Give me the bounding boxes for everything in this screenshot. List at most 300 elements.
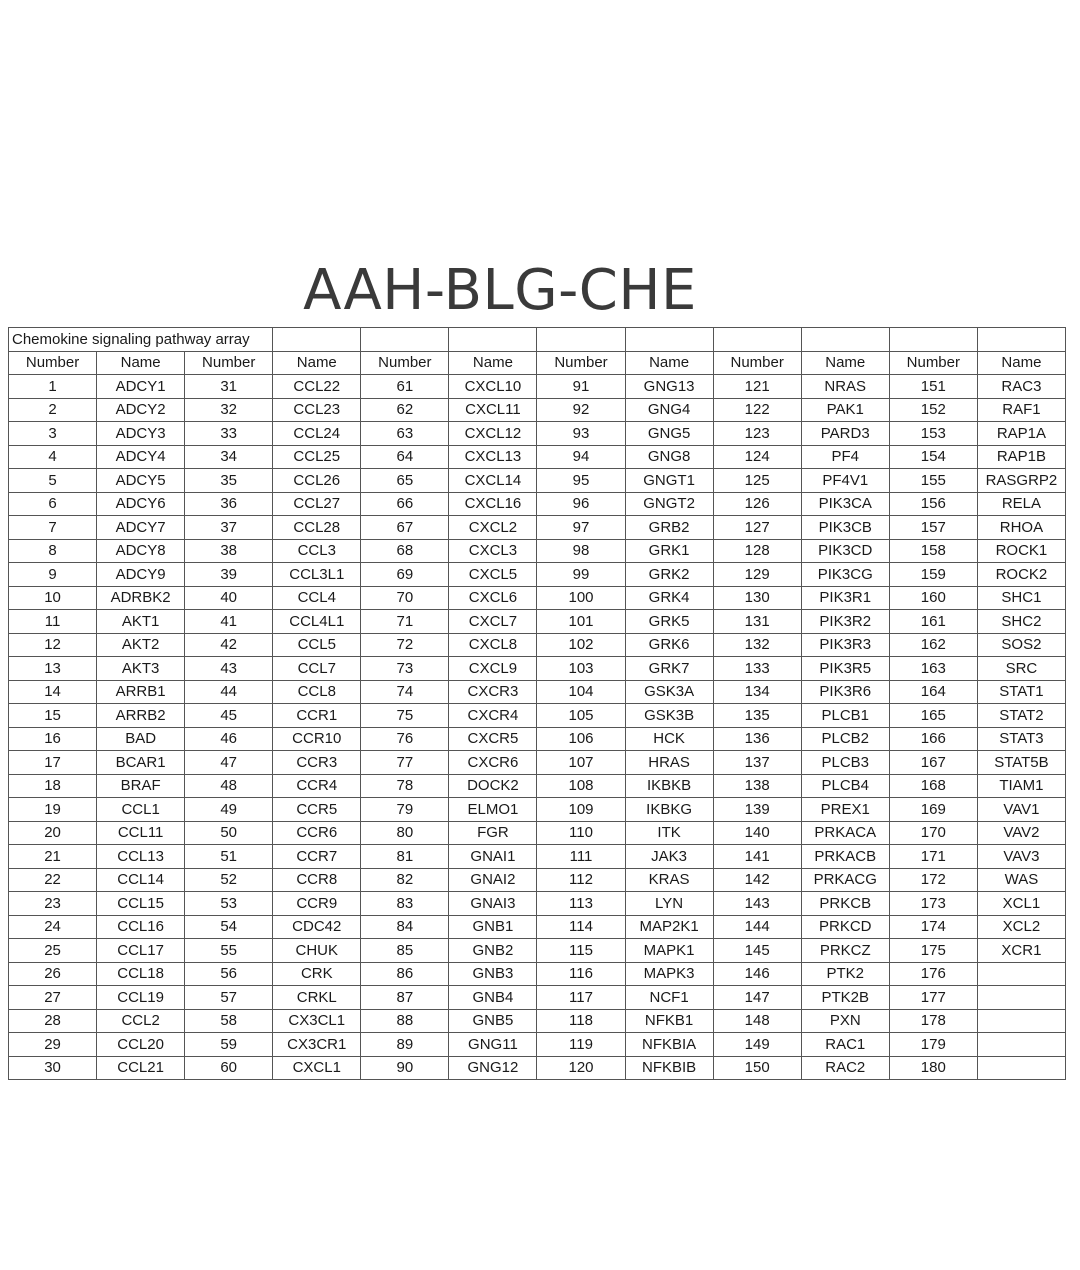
number-cell: 23: [9, 892, 97, 916]
gene-name-cell: PIK3CD: [801, 539, 889, 563]
name-column-header: Name: [625, 351, 713, 375]
gene-name-cell: CCL21: [97, 1056, 185, 1080]
gene-name-cell: MAPK3: [625, 962, 713, 986]
gene-name-cell: GSK3A: [625, 680, 713, 704]
number-cell: 87: [361, 986, 449, 1010]
gene-name-cell: CXCL1: [273, 1056, 361, 1080]
gene-name-cell: CX3CL1: [273, 1009, 361, 1033]
gene-name-cell: PXN: [801, 1009, 889, 1033]
gene-name-cell: PRKCB: [801, 892, 889, 916]
gene-name-cell: MAPK1: [625, 939, 713, 963]
number-cell: 93: [537, 422, 625, 446]
number-cell: 15: [9, 704, 97, 728]
gene-name-cell: GNG4: [625, 398, 713, 422]
number-cell: 27: [9, 986, 97, 1010]
number-cell: 70: [361, 586, 449, 610]
table-row: [9, 727, 1066, 751]
number-cell: 100: [537, 586, 625, 610]
number-cell: 165: [889, 704, 977, 728]
number-column-header: Number: [9, 351, 97, 375]
gene-name-cell: ADCY8: [97, 539, 185, 563]
gene-name-cell: CCL3: [273, 539, 361, 563]
number-cell: 9: [9, 563, 97, 587]
gene-name-cell: [977, 1009, 1065, 1033]
table-row: [9, 939, 1066, 963]
gene-name-cell: GNAI1: [449, 845, 537, 869]
gene-name-cell: CCL28: [273, 516, 361, 540]
table-row: [9, 1033, 1066, 1057]
number-cell: 106: [537, 727, 625, 751]
number-cell: 111: [537, 845, 625, 869]
table-row: [9, 868, 1066, 892]
gene-name-cell: CCL11: [97, 821, 185, 845]
number-cell: 52: [185, 868, 273, 892]
number-cell: 157: [889, 516, 977, 540]
number-cell: 83: [361, 892, 449, 916]
number-cell: 97: [537, 516, 625, 540]
number-cell: 40: [185, 586, 273, 610]
number-cell: 59: [185, 1033, 273, 1057]
gene-name-cell: CXCL11: [449, 398, 537, 422]
number-cell: 61: [361, 375, 449, 399]
table-row: [9, 445, 1066, 469]
gene-name-cell: CCL3L1: [273, 563, 361, 587]
gene-name-cell: CXCR6: [449, 751, 537, 775]
gene-name-cell: CCL8: [273, 680, 361, 704]
number-cell: 47: [185, 751, 273, 775]
number-cell: 107: [537, 751, 625, 775]
number-cell: 178: [889, 1009, 977, 1033]
table-row: [9, 1056, 1066, 1080]
number-cell: 77: [361, 751, 449, 775]
number-cell: 33: [185, 422, 273, 446]
gene-name-cell: ROCK2: [977, 563, 1065, 587]
gene-name-cell: CCL7: [273, 657, 361, 681]
number-cell: 5: [9, 469, 97, 493]
number-cell: 76: [361, 727, 449, 751]
gene-name-cell: CXCL7: [449, 610, 537, 634]
empty-cell: [977, 328, 1065, 352]
gene-name-cell: WAS: [977, 868, 1065, 892]
number-cell: 175: [889, 939, 977, 963]
gene-name-cell: PRKCD: [801, 915, 889, 939]
gene-name-cell: CCR7: [273, 845, 361, 869]
number-cell: 139: [713, 798, 801, 822]
number-cell: 3: [9, 422, 97, 446]
number-cell: 151: [889, 375, 977, 399]
number-cell: 177: [889, 986, 977, 1010]
number-cell: 30: [9, 1056, 97, 1080]
number-cell: 51: [185, 845, 273, 869]
gene-name-cell: PAK1: [801, 398, 889, 422]
number-cell: 115: [537, 939, 625, 963]
header-row: [9, 351, 1066, 375]
table-row: [9, 892, 1066, 916]
number-cell: 94: [537, 445, 625, 469]
name-column-header: Name: [449, 351, 537, 375]
gene-name-cell: CXCR4: [449, 704, 537, 728]
number-cell: 176: [889, 962, 977, 986]
gene-name-cell: HCK: [625, 727, 713, 751]
gene-name-cell: IKBKB: [625, 774, 713, 798]
gene-name-cell: NCF1: [625, 986, 713, 1010]
number-cell: 128: [713, 539, 801, 563]
number-cell: 44: [185, 680, 273, 704]
gene-name-cell: CXCL6: [449, 586, 537, 610]
gene-name-cell: SRC: [977, 657, 1065, 681]
gene-name-cell: CDC42: [273, 915, 361, 939]
number-cell: 69: [361, 563, 449, 587]
number-cell: 29: [9, 1033, 97, 1057]
gene-name-cell: CXCL2: [449, 516, 537, 540]
number-cell: 102: [537, 633, 625, 657]
number-column-header: Number: [713, 351, 801, 375]
name-column-header: Name: [97, 351, 185, 375]
gene-name-cell: GRK5: [625, 610, 713, 634]
number-column-header: Number: [537, 351, 625, 375]
gene-name-cell: PARD3: [801, 422, 889, 446]
gene-name-cell: FGR: [449, 821, 537, 845]
number-cell: 2: [9, 398, 97, 422]
gene-name-cell: CCL25: [273, 445, 361, 469]
number-cell: 16: [9, 727, 97, 751]
gene-name-cell: RAP1B: [977, 445, 1065, 469]
number-cell: 125: [713, 469, 801, 493]
gene-name-cell: GRK7: [625, 657, 713, 681]
gene-name-cell: GNB1: [449, 915, 537, 939]
number-cell: 145: [713, 939, 801, 963]
table-row: [9, 516, 1066, 540]
number-cell: 113: [537, 892, 625, 916]
number-cell: 81: [361, 845, 449, 869]
gene-name-cell: CCL27: [273, 492, 361, 516]
gene-name-cell: PTK2: [801, 962, 889, 986]
table-row: [9, 375, 1066, 399]
gene-name-cell: CCL22: [273, 375, 361, 399]
gene-name-cell: ADCY6: [97, 492, 185, 516]
gene-name-cell: DOCK2: [449, 774, 537, 798]
gene-name-cell: PF4V1: [801, 469, 889, 493]
gene-name-cell: KRAS: [625, 868, 713, 892]
number-cell: 169: [889, 798, 977, 822]
number-cell: 41: [185, 610, 273, 634]
number-cell: 104: [537, 680, 625, 704]
gene-name-cell: ADCY3: [97, 422, 185, 446]
name-column-header: Name: [801, 351, 889, 375]
number-cell: 19: [9, 798, 97, 822]
number-cell: 148: [713, 1009, 801, 1033]
number-cell: 158: [889, 539, 977, 563]
gene-name-cell: CCR3: [273, 751, 361, 775]
empty-cell: [361, 328, 449, 352]
gene-name-cell: CCL20: [97, 1033, 185, 1057]
number-cell: 46: [185, 727, 273, 751]
gene-name-cell: HRAS: [625, 751, 713, 775]
gene-name-cell: STAT1: [977, 680, 1065, 704]
number-cell: 78: [361, 774, 449, 798]
number-cell: 172: [889, 868, 977, 892]
empty-cell: [273, 328, 361, 352]
gene-name-cell: GRK1: [625, 539, 713, 563]
number-cell: 68: [361, 539, 449, 563]
number-cell: 141: [713, 845, 801, 869]
gene-name-cell: CXCL14: [449, 469, 537, 493]
number-cell: 85: [361, 939, 449, 963]
number-cell: 25: [9, 939, 97, 963]
number-cell: 135: [713, 704, 801, 728]
gene-name-cell: ELMO1: [449, 798, 537, 822]
number-cell: 110: [537, 821, 625, 845]
number-cell: 160: [889, 586, 977, 610]
gene-name-cell: ADCY2: [97, 398, 185, 422]
number-column-header: Number: [185, 351, 273, 375]
caption-row: [9, 328, 1066, 352]
number-cell: 162: [889, 633, 977, 657]
gene-name-cell: PIK3R3: [801, 633, 889, 657]
gene-name-cell: GRK4: [625, 586, 713, 610]
number-cell: 117: [537, 986, 625, 1010]
number-cell: 124: [713, 445, 801, 469]
number-cell: 26: [9, 962, 97, 986]
number-cell: 45: [185, 704, 273, 728]
number-cell: 116: [537, 962, 625, 986]
table-row: [9, 704, 1066, 728]
number-cell: 73: [361, 657, 449, 681]
gene-name-cell: NFKB1: [625, 1009, 713, 1033]
number-cell: 17: [9, 751, 97, 775]
number-cell: 63: [361, 422, 449, 446]
gene-name-cell: CHUK: [273, 939, 361, 963]
gene-name-cell: PIK3R2: [801, 610, 889, 634]
gene-name-cell: CCL14: [97, 868, 185, 892]
number-cell: 164: [889, 680, 977, 704]
gene-name-cell: CCR6: [273, 821, 361, 845]
table-row: [9, 915, 1066, 939]
number-cell: 132: [713, 633, 801, 657]
gene-name-cell: CCR9: [273, 892, 361, 916]
table-row: [9, 751, 1066, 775]
gene-name-cell: CCL15: [97, 892, 185, 916]
gene-name-cell: NFKBIA: [625, 1033, 713, 1057]
gene-name-cell: GNG13: [625, 375, 713, 399]
gene-name-cell: GNB2: [449, 939, 537, 963]
gene-name-cell: PRKACA: [801, 821, 889, 845]
gene-name-cell: SOS2: [977, 633, 1065, 657]
empty-cell: [449, 328, 537, 352]
number-cell: 55: [185, 939, 273, 963]
gene-name-cell: STAT5B: [977, 751, 1065, 775]
number-cell: 96: [537, 492, 625, 516]
number-cell: 109: [537, 798, 625, 822]
number-cell: 22: [9, 868, 97, 892]
number-cell: 72: [361, 633, 449, 657]
number-cell: 152: [889, 398, 977, 422]
gene-name-cell: CRKL: [273, 986, 361, 1010]
number-cell: 89: [361, 1033, 449, 1057]
number-cell: 170: [889, 821, 977, 845]
gene-name-cell: IKBKG: [625, 798, 713, 822]
number-cell: 138: [713, 774, 801, 798]
gene-name-cell: CXCL5: [449, 563, 537, 587]
gene-name-cell: CRK: [273, 962, 361, 986]
number-cell: 126: [713, 492, 801, 516]
gene-name-cell: CCL23: [273, 398, 361, 422]
gene-name-cell: BAD: [97, 727, 185, 751]
gene-name-cell: CCL4: [273, 586, 361, 610]
number-cell: 163: [889, 657, 977, 681]
gene-name-cell: CCL19: [97, 986, 185, 1010]
number-cell: 62: [361, 398, 449, 422]
gene-name-cell: SHC2: [977, 610, 1065, 634]
table-row: [9, 845, 1066, 869]
number-cell: 88: [361, 1009, 449, 1033]
table-body: [9, 375, 1066, 1080]
number-cell: 86: [361, 962, 449, 986]
number-cell: 180: [889, 1056, 977, 1080]
gene-name-cell: CCL17: [97, 939, 185, 963]
gene-name-cell: ARRB1: [97, 680, 185, 704]
gene-name-cell: CXCL9: [449, 657, 537, 681]
gene-name-cell: PRKCZ: [801, 939, 889, 963]
number-cell: 92: [537, 398, 625, 422]
number-cell: 99: [537, 563, 625, 587]
number-cell: 66: [361, 492, 449, 516]
empty-cell: [713, 328, 801, 352]
gene-name-cell: VAV2: [977, 821, 1065, 845]
gene-name-cell: GNGT2: [625, 492, 713, 516]
number-cell: 91: [537, 375, 625, 399]
number-cell: 149: [713, 1033, 801, 1057]
gene-name-cell: [977, 986, 1065, 1010]
number-cell: 39: [185, 563, 273, 587]
gene-name-cell: VAV3: [977, 845, 1065, 869]
gene-name-cell: STAT3: [977, 727, 1065, 751]
gene-name-cell: JAK3: [625, 845, 713, 869]
gene-name-cell: PRKACB: [801, 845, 889, 869]
number-cell: 21: [9, 845, 97, 869]
gene-name-cell: RAC2: [801, 1056, 889, 1080]
gene-name-cell: CXCR3: [449, 680, 537, 704]
gene-name-cell: GNG5: [625, 422, 713, 446]
table-row: [9, 962, 1066, 986]
gene-name-cell: RAF1: [977, 398, 1065, 422]
number-cell: 79: [361, 798, 449, 822]
gene-name-cell: GNAI3: [449, 892, 537, 916]
number-cell: 20: [9, 821, 97, 845]
number-cell: 43: [185, 657, 273, 681]
gene-name-cell: PLCB2: [801, 727, 889, 751]
number-cell: 1: [9, 375, 97, 399]
gene-name-cell: ADCY9: [97, 563, 185, 587]
number-cell: 71: [361, 610, 449, 634]
gene-name-cell: GNGT1: [625, 469, 713, 493]
number-cell: 166: [889, 727, 977, 751]
gene-name-cell: ADCY4: [97, 445, 185, 469]
table-row: [9, 422, 1066, 446]
table-row: [9, 774, 1066, 798]
number-cell: 140: [713, 821, 801, 845]
gene-name-cell: CX3CR1: [273, 1033, 361, 1057]
number-cell: 127: [713, 516, 801, 540]
gene-name-cell: [977, 962, 1065, 986]
table-row: [9, 563, 1066, 587]
number-cell: 134: [713, 680, 801, 704]
number-cell: 18: [9, 774, 97, 798]
number-cell: 119: [537, 1033, 625, 1057]
number-cell: 133: [713, 657, 801, 681]
gene-name-cell: PIK3R6: [801, 680, 889, 704]
gene-name-cell: CCR5: [273, 798, 361, 822]
number-cell: 159: [889, 563, 977, 587]
gene-name-cell: PIK3CA: [801, 492, 889, 516]
gene-name-cell: [977, 1033, 1065, 1057]
page-title: AAH-BLG-CHE: [303, 258, 697, 323]
gene-name-cell: RHOA: [977, 516, 1065, 540]
number-cell: 84: [361, 915, 449, 939]
gene-name-cell: AKT2: [97, 633, 185, 657]
number-cell: 122: [713, 398, 801, 422]
gene-name-cell: PIK3CG: [801, 563, 889, 587]
number-cell: 8: [9, 539, 97, 563]
gene-name-cell: GNB5: [449, 1009, 537, 1033]
number-cell: 98: [537, 539, 625, 563]
gene-name-cell: RAC3: [977, 375, 1065, 399]
number-cell: 54: [185, 915, 273, 939]
number-cell: 28: [9, 1009, 97, 1033]
gene-name-cell: BCAR1: [97, 751, 185, 775]
number-cell: 156: [889, 492, 977, 516]
gene-name-cell: ITK: [625, 821, 713, 845]
number-cell: 147: [713, 986, 801, 1010]
gene-name-cell: GRK2: [625, 563, 713, 587]
number-cell: 10: [9, 586, 97, 610]
table-row: [9, 657, 1066, 681]
gene-name-cell: CXCL13: [449, 445, 537, 469]
number-cell: 144: [713, 915, 801, 939]
gene-name-cell: CXCL16: [449, 492, 537, 516]
gene-name-cell: ADCY5: [97, 469, 185, 493]
number-cell: 154: [889, 445, 977, 469]
gene-name-cell: RAP1A: [977, 422, 1065, 446]
gene-name-cell: RAC1: [801, 1033, 889, 1057]
gene-name-cell: CXCR5: [449, 727, 537, 751]
gene-name-cell: CXCL10: [449, 375, 537, 399]
gene-name-cell: CXCL8: [449, 633, 537, 657]
table-row: [9, 821, 1066, 845]
gene-name-cell: RELA: [977, 492, 1065, 516]
gene-name-cell: GRB2: [625, 516, 713, 540]
gene-name-cell: CCL4L1: [273, 610, 361, 634]
empty-cell: [801, 328, 889, 352]
gene-name-cell: GNG8: [625, 445, 713, 469]
number-cell: 65: [361, 469, 449, 493]
gene-name-cell: CCL2: [97, 1009, 185, 1033]
number-cell: 118: [537, 1009, 625, 1033]
gene-name-cell: PF4: [801, 445, 889, 469]
gene-name-cell: GNG12: [449, 1056, 537, 1080]
gene-name-cell: CCL1: [97, 798, 185, 822]
number-cell: 143: [713, 892, 801, 916]
gene-name-cell: TIAM1: [977, 774, 1065, 798]
number-cell: 82: [361, 868, 449, 892]
number-cell: 120: [537, 1056, 625, 1080]
name-column-header: Name: [977, 351, 1065, 375]
number-cell: 13: [9, 657, 97, 681]
gene-name-cell: VAV1: [977, 798, 1065, 822]
number-cell: 136: [713, 727, 801, 751]
number-cell: 24: [9, 915, 97, 939]
number-cell: 58: [185, 1009, 273, 1033]
